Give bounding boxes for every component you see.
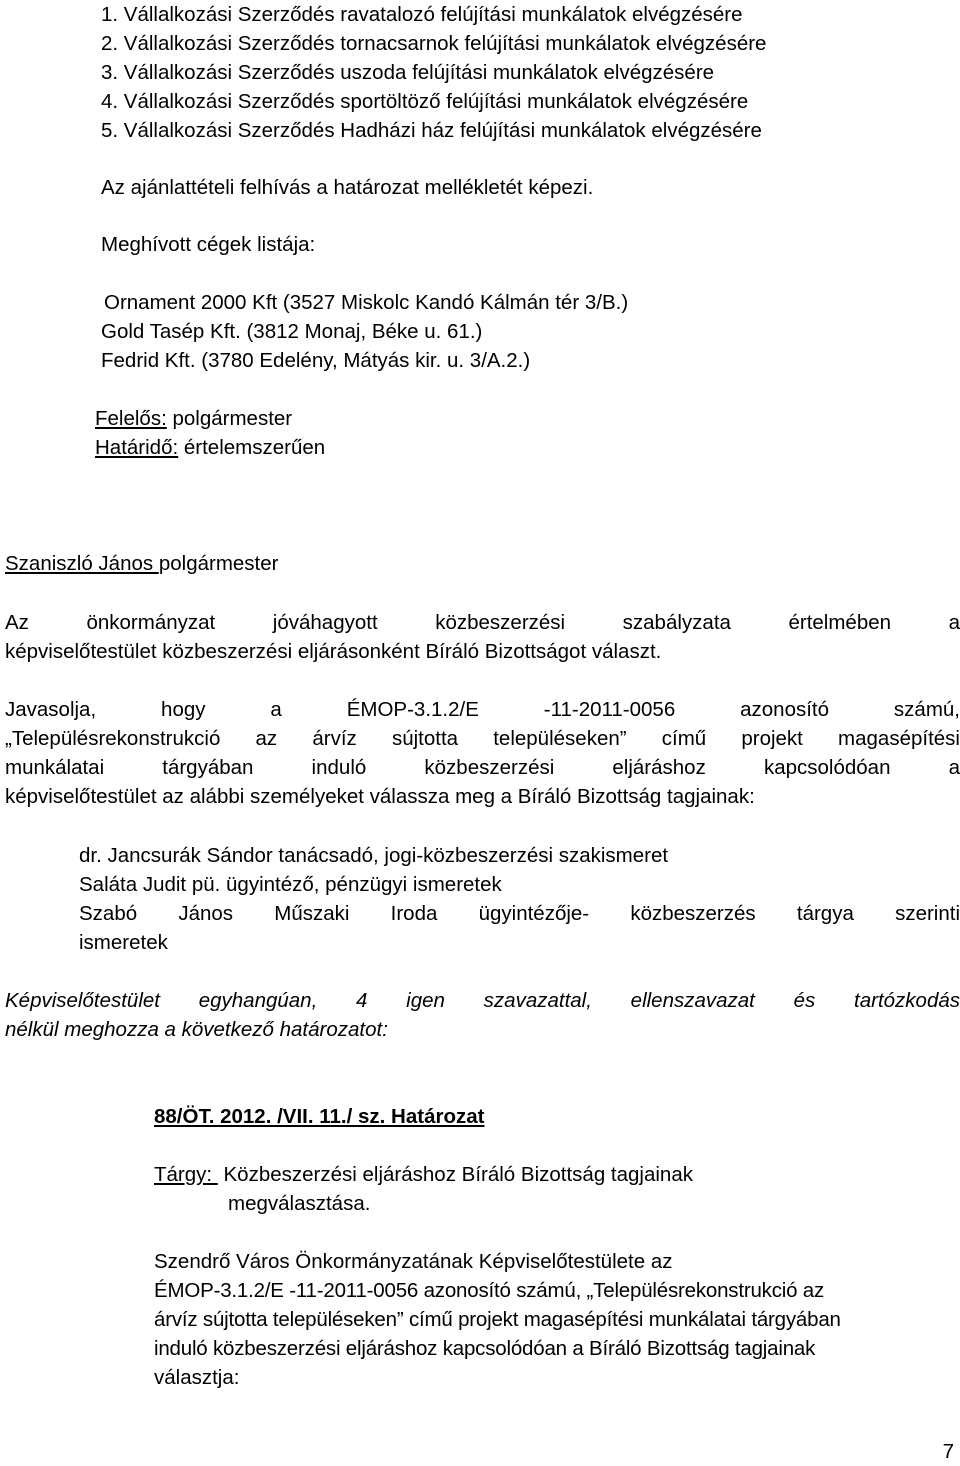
resolution-body-line: induló közbeszerzési eljáráshoz kapcsolódóan a Bíráló Bizottság tagjainak [154,1337,816,1360]
annex-note: Az ajánlattételi felhívás a határozat mellékletét képezi. [101,176,594,199]
member-item: dr. Jancsurák Sándor tanácsadó, jogi-közbeszerzési szakismeret [79,844,669,867]
speaker-role: polgármester [158,552,279,575]
page-number: 7 [942,1440,954,1463]
contract-item: 5. Vállalkozási Szerződés Hadházi ház felújítási munkálatok elvégzésére [101,119,762,142]
paragraph-line: Javasolja, hogy a ÉMOP-3.1.2/E -11-2011-0056 azonosító számú, [5,698,960,721]
member-item: ismeretek [79,931,168,954]
subject-text: Közbeszerzési eljáráshoz Bíráló Bizottság tagjainak [217,1163,693,1186]
resolution-body-line: választja: [154,1366,240,1389]
deadline-value: értelemszerűen [178,436,326,459]
contract-item: 3. Vállalkozási Szerződés uszoda felújítási munkálatok elvégzésére [101,61,715,84]
paragraph-line: képviselőtestület közbeszerzési eljárásonként Bíráló Bizottságot választ. [5,640,662,663]
vote-line: Képviselőtestület egyhangúan, 4 igen szavazattal, ellenszavazat és tartózkodás [5,989,960,1012]
company-item: Gold Tasép Kft. (3812 Monaj, Béke u. 61.) [101,320,483,343]
subject-label: Tárgy: [154,1163,213,1186]
deadline-line [95,433,325,462]
resolution-number: 88/ÖT. 2012. /VII. 11./ sz. Határozat [154,1105,485,1128]
subject-text: megválasztása. [228,1192,371,1215]
vote-line: nélkül meghozza a következő határozatot: [5,1018,388,1041]
resolution-body-line: árvíz sújtotta településeken” című projekt magasépítési munkálatai tárgyában [154,1308,841,1331]
paragraph-line: „Településrekonstrukció az árvíz sújtotta településeken” című projekt magasépítési [5,727,960,750]
contract-item: 1. Vállalkozási Szerződés ravatalozó felújítási munkálatok elvégzésére [101,3,743,26]
paragraph-line: Az önkormányzat jóváhagyott közbeszerzési szabályzata értelmében a [5,611,960,634]
resolution-body-line: Szendrő Város Önkormányzatának Képviselőtestülete az [154,1250,673,1273]
deadline-label: Határidő: [95,436,179,459]
speaker-line [5,549,278,578]
resolution-subject [154,1160,693,1189]
member-item: Szabó János Műszaki Iroda ügyintézője- közbeszerzés tárgya szerinti [79,902,960,925]
paragraph-line: képviselőtestület az alábbi személyeket válassza meg a Bíráló Bizottság tagjainak: [5,785,755,808]
contract-item: 2. Vállalkozási Szerződés tornacsarnok felújítási munkálatok elvégzésére [101,32,767,55]
speaker-name: Szaniszló János [5,552,159,575]
responsible-line [95,404,292,433]
contract-item: 4. Vállalkozási Szerződés sportöltöző felújítási munkálatok elvégzésére [101,90,749,113]
member-item: Saláta Judit pü. ügyintéző, pénzügyi ismeretek [79,873,502,896]
responsible-value: polgármester [166,407,293,430]
responsible-label: Felelős: [95,407,167,430]
company-item: Ornament 2000 Kft (3527 Miskolc Kandó Kálmán tér 3/B.) [104,291,629,314]
invited-heading: Meghívott cégek listája: [101,233,316,256]
paragraph-line: munkálatai tárgyában induló közbeszerzési eljáráshoz kapcsolódóan a [5,756,960,779]
company-item: Fedrid Kft. (3780 Edelény, Mátyás kir. u. 3/A.2.) [101,349,531,372]
resolution-body-line: ÉMOP-3.1.2/E -11-2011-0056 azonosító számú, „Településrekonstrukció az [154,1279,825,1302]
